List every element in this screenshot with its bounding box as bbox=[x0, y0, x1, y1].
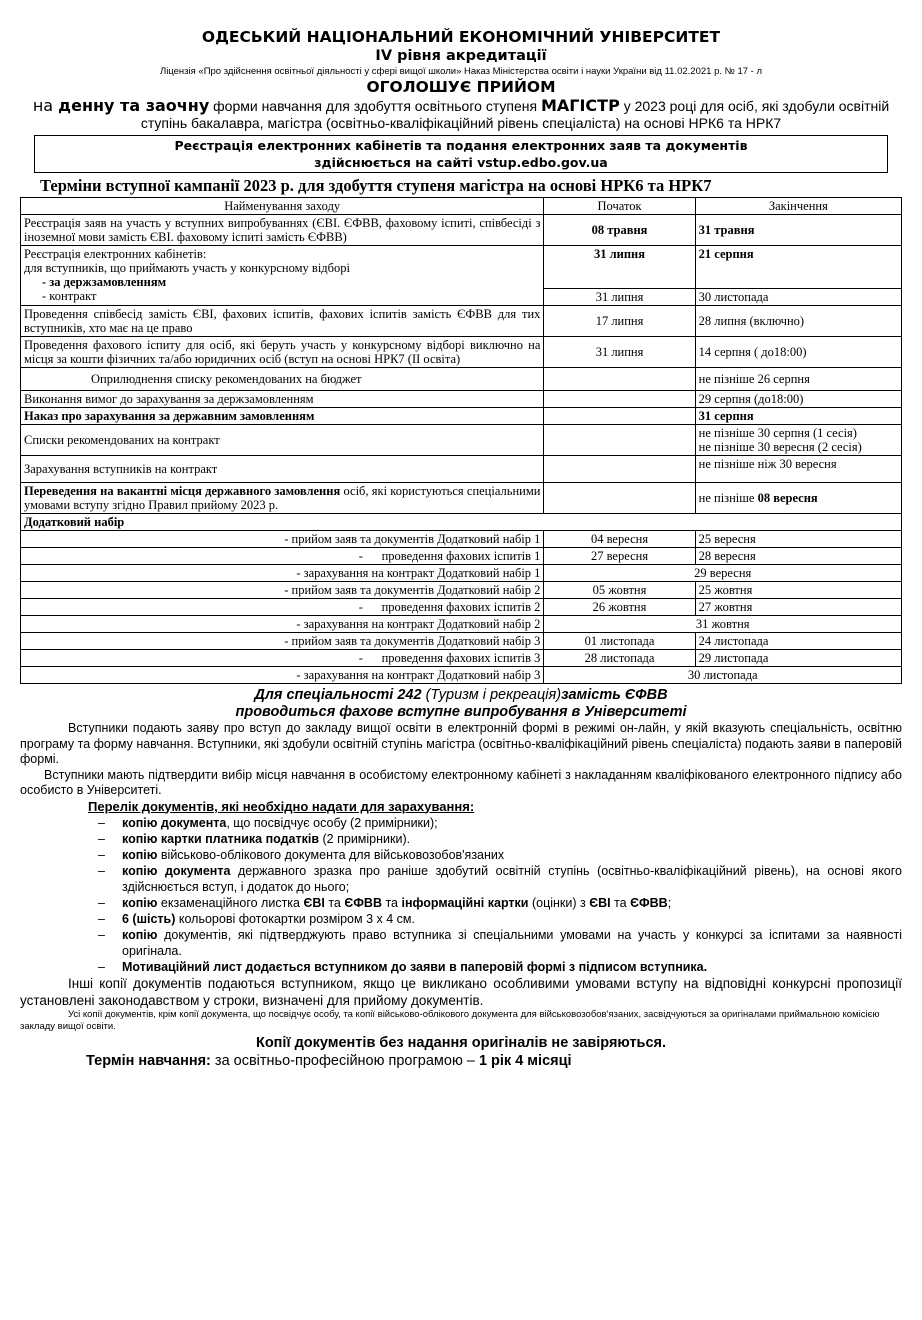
event-name: - зарахування на контракт Додатковий набір 2 bbox=[21, 616, 544, 633]
start-date: 31 липня bbox=[544, 246, 695, 289]
event-name: - зарахування на контракт Додатковий набір 3 bbox=[21, 667, 544, 684]
event-name: - прийом заяв та документів Додатковий набір 2 bbox=[21, 582, 544, 599]
table-row bbox=[21, 215, 902, 246]
end-date: 28 липня (включно) bbox=[695, 306, 901, 337]
table-row bbox=[21, 483, 902, 514]
table-row bbox=[21, 337, 902, 368]
paragraph-confirmation: Вступники мають підтвердити вибір місця навчання в особистому електронному кабінеті з накладанням кваліфікованого електронного підпису або особисто в Університеті. bbox=[20, 767, 902, 797]
start-date: 27 вересня bbox=[544, 548, 695, 565]
end-date-line: не пізніше 30 вересня (2 сесія) bbox=[698, 440, 862, 454]
intro-part: у 2023 році для осіб, які здобули освітній ступінь бакалавра, магістра (освітньо-кваліфікаційний рівень спеціаліста) на основі НРК6 та НРК7 bbox=[140, 98, 890, 131]
list-item bbox=[98, 927, 902, 959]
specialty-note bbox=[20, 687, 902, 721]
announcement-page bbox=[20, 28, 902, 1070]
list-item bbox=[98, 847, 902, 863]
item-bold: копію картки платника податків bbox=[122, 831, 320, 846]
start-date: 26 жовтня bbox=[544, 599, 695, 616]
enroll-date: 29 вересня bbox=[544, 565, 902, 582]
study-term-value: 1 рік 4 місяці bbox=[478, 1052, 572, 1069]
event-name: - зарахування на контракт Додатковий набір 1 bbox=[21, 565, 544, 582]
table-row bbox=[21, 565, 902, 582]
table-row bbox=[21, 531, 902, 548]
start-date bbox=[544, 514, 695, 531]
enroll-date: 31 жовтня bbox=[544, 616, 902, 633]
item-bold: копію документа bbox=[122, 815, 227, 830]
table-row bbox=[21, 514, 902, 531]
item-text: кольорові фотокартки розміром 3 х 4 см. bbox=[175, 911, 415, 926]
end-date: 29 листопада bbox=[695, 650, 901, 667]
start-date: 01 листопада bbox=[544, 633, 695, 650]
event-name-line: Реєстрація електронних кабінетів: bbox=[24, 247, 207, 261]
license-line: Ліцензія «Про здійснення освітньої діяльності у сфері вищої школи» Наказ Міністерства освіти і науки України від 11.02.2021 р. № 17 - л bbox=[159, 66, 763, 77]
event-name-bold: Переведення на вакантні місця державного замовлення bbox=[24, 484, 341, 498]
announce-heading: ОГОЛОШУЄ ПРИЙОМ bbox=[366, 78, 556, 96]
item-text: та bbox=[324, 895, 345, 910]
event-name: Оприлюднення списку рекомендованих на бюджет bbox=[21, 368, 544, 391]
list-item bbox=[98, 815, 902, 831]
event-name: Виконання вимог до зарахування за держзамовленням bbox=[21, 391, 544, 408]
start-date bbox=[544, 483, 695, 514]
end-date-bold: 08 вересня bbox=[757, 491, 818, 505]
item-text: , що посвідчує особу (2 примірники); bbox=[226, 815, 438, 830]
intro-text bbox=[20, 97, 902, 132]
end-date: 30 листопада bbox=[695, 289, 901, 306]
end-date: 28 вересня bbox=[695, 548, 901, 565]
list-item bbox=[98, 911, 902, 927]
enroll-date: 30 листопада bbox=[544, 667, 902, 684]
item-bold: копію bbox=[122, 895, 158, 910]
table-row bbox=[21, 425, 902, 456]
start-date: 28 листопада bbox=[544, 650, 695, 667]
start-date: 31 липня bbox=[544, 337, 695, 368]
event-name-line: для вступників, що приймають участь у конкурсному відборі bbox=[24, 261, 350, 275]
degree-name: МАГІСТР bbox=[540, 96, 620, 115]
item-bold: ЄФВВ bbox=[630, 895, 668, 910]
terms-title: Терміни вступної кампанії 2023 р. для здобуття ступеня магістра на основі НРК6 та НРК7 bbox=[40, 176, 712, 195]
registration-box bbox=[34, 135, 888, 173]
end-date: 31 серпня bbox=[695, 408, 901, 425]
header-cell: Початок bbox=[544, 198, 695, 215]
item-text: державного зразка про раніше здобутий освітній ступінь (освітньо-кваліфікаційний рівень), на основі якого здійснюється вступ, і додаток до нього; bbox=[122, 863, 902, 894]
specialty-note-part: Для спеціальності 242 bbox=[254, 687, 422, 703]
end-date-line: не пізніше 30 серпня (1 сесія) bbox=[698, 426, 857, 440]
event-name: Проведення фахового іспиту для осіб, які беруть участь у конкурсному відборі виключно на місця за кошти фізичних та/або юридичних осіб (вступ на основі НРК7 (ІІ освіта) bbox=[21, 337, 544, 368]
event-name: - проведення фахових іспитів 2 bbox=[21, 599, 544, 616]
end-date: 24 листопада bbox=[695, 633, 901, 650]
table-row bbox=[21, 408, 902, 425]
specialty-name: (Туризм і рекреація) bbox=[421, 687, 562, 703]
registration-line: Реєстрація електронних кабінетів та подання електронних заяв та документів bbox=[174, 138, 748, 153]
small-note: Усі копії документів, крім копії документа, що посвідчує особу, та копії військово-облікового документа для військовозобов'язаних, засвідчуються за оригіналами приймальною комісією закладу вищої освіти. bbox=[20, 1008, 880, 1032]
start-date: 31 липня bbox=[544, 289, 695, 306]
end-date bbox=[695, 483, 901, 514]
event-name bbox=[21, 483, 544, 514]
specialty-note-part: замість ЄФВВ bbox=[561, 687, 668, 703]
event-name: Проведення співбесід замість ЄВІ, фахових іспитів, фахових іспитів замість ЄФВВ для тих вступників, хто має на це право bbox=[21, 306, 544, 337]
item-text: документів, які підтверджують право вступника зі спеціальними умовами на участь у конкурсі за іспитами за наявності оригінала. bbox=[122, 927, 902, 958]
start-date: 05 жовтня bbox=[544, 582, 695, 599]
table-row bbox=[21, 633, 902, 650]
item-bold: ЄВІ bbox=[589, 895, 611, 910]
item-text: (2 примірники). bbox=[319, 831, 411, 846]
event-name: - проведення фахових іспитів 1 bbox=[21, 548, 544, 565]
list-item bbox=[98, 863, 902, 895]
end-date: 29 серпня (до18:00) bbox=[695, 391, 901, 408]
table-row bbox=[21, 306, 902, 337]
study-term-label: Термін навчання: bbox=[86, 1052, 211, 1069]
copies-note: Копії документів без надання оригіналів не завіряються. bbox=[255, 1034, 667, 1051]
event-name-line: - контракт bbox=[42, 289, 97, 303]
table-row bbox=[21, 456, 902, 483]
study-forms: денну та заочну bbox=[58, 96, 210, 115]
item-bold: копію bbox=[122, 927, 158, 942]
event-name-rest: осіб, які користуються спеціальними умовами вступу згідно Правил прийому 2023 р. bbox=[24, 484, 541, 512]
schedule-table bbox=[20, 197, 902, 684]
item-bold: інформаційні картки bbox=[401, 895, 529, 910]
event-name: Наказ про зарахування за державним замовленням bbox=[21, 408, 544, 425]
table-row bbox=[21, 246, 902, 289]
item-bold: Мотиваційний лист додається вступником до заяви в паперовій формі з підписом вступника. bbox=[122, 959, 708, 974]
item-bold: копію документа bbox=[122, 863, 231, 878]
table-row bbox=[21, 368, 902, 391]
study-term bbox=[86, 1052, 902, 1070]
specialty-note-part: проводиться фахове вступне випробування в Університеті bbox=[235, 704, 687, 720]
documents-list bbox=[20, 815, 902, 975]
end-date: 14 серпня ( до18:00) bbox=[695, 337, 901, 368]
event-name: Реєстрація заяв на участь у вступних випробуваннях (ЄВІ. ЄФВВ, фаховому іспиті, співбесіді з іноземної мови замість ЄВІ. фаховому іспиті замість ЄФВВ) bbox=[21, 215, 544, 246]
intro-part: на bbox=[32, 96, 59, 115]
item-text: ; bbox=[667, 895, 672, 910]
event-name bbox=[21, 246, 544, 306]
event-name-line: - за держзамовленням bbox=[42, 275, 167, 289]
header-cell: Найменування заходу bbox=[21, 198, 544, 215]
list-item bbox=[98, 831, 902, 847]
table-row bbox=[21, 616, 902, 633]
university-name: ОДЕСЬКИЙ НАЦІОНАЛЬНИЙ ЕКОНОМІЧНИЙ УНІВЕРСИТЕТ bbox=[201, 28, 721, 46]
start-date: 04 вересня bbox=[544, 531, 695, 548]
list-item bbox=[98, 895, 902, 911]
table-row bbox=[21, 650, 902, 667]
event-name: Списки рекомендованих на контракт bbox=[21, 425, 544, 456]
study-term-text: за освітньо-професійною програмою – bbox=[210, 1052, 479, 1069]
event-name: - прийом заяв та документів Додатковий набір 3 bbox=[21, 633, 544, 650]
end-date: 25 жовтня bbox=[695, 582, 901, 599]
start-date bbox=[544, 425, 695, 456]
list-item bbox=[98, 959, 902, 975]
accreditation-level: IV рівня акредитації bbox=[375, 48, 547, 64]
event-name: - прийом заяв та документів Додатковий набір 1 bbox=[21, 531, 544, 548]
event-name: - проведення фахових іспитів 3 bbox=[21, 650, 544, 667]
start-date: 17 липня bbox=[544, 306, 695, 337]
item-bold: ЄВІ bbox=[303, 895, 325, 910]
extra-set-heading: Додатковий набір bbox=[21, 514, 544, 531]
end-date: 27 жовтня bbox=[695, 599, 901, 616]
table-row bbox=[21, 667, 902, 684]
table-row bbox=[21, 548, 902, 565]
start-date bbox=[544, 456, 695, 483]
end-date-prefix: не пізніше bbox=[698, 491, 758, 505]
end-date bbox=[695, 514, 901, 531]
paragraph-other-copies: Інші копії документів подаються вступником, якщо це викликано особливими умовами вступу на відповідні конкурсні пропозиції установлені законодавством у строки, визначені для прийому документів. bbox=[20, 975, 902, 1008]
end-date: 25 вересня bbox=[695, 531, 901, 548]
end-date: 31 травня bbox=[695, 215, 901, 246]
start-date bbox=[544, 368, 695, 391]
table-header-row bbox=[21, 198, 902, 215]
documents-title: Перелік документів, які необхідно надати для зарахування: bbox=[88, 798, 475, 814]
end-date: 21 серпня bbox=[695, 246, 901, 289]
intro-part: форми навчання для здобуття освітнього ступеня bbox=[209, 98, 541, 114]
start-date: 08 травня bbox=[544, 215, 695, 246]
item-bold: 6 (шість) bbox=[122, 911, 176, 926]
item-text: та bbox=[381, 895, 402, 910]
event-name: Зарахування вступників на контракт bbox=[21, 456, 544, 483]
item-text: та bbox=[610, 895, 631, 910]
item-text: (оцінки) з bbox=[528, 895, 590, 910]
item-bold: копію bbox=[122, 847, 158, 862]
end-date: не пізніше ніж 30 вересня bbox=[695, 456, 901, 483]
item-bold: ЄФВВ bbox=[344, 895, 382, 910]
end-date bbox=[695, 425, 901, 456]
start-date bbox=[544, 408, 695, 425]
table-row bbox=[21, 391, 902, 408]
item-text: військово-облікового документа для військовозобов'язаних bbox=[157, 847, 505, 862]
paragraph-application: Вступники подають заяву про вступ до закладу вищої освіти в електронній формі в режимі он-лайн, у якій вказують спеціальність, освітню програму та форму навчання. Вступники, які здобули освітній ступінь магістра (освітньо-кваліфікаційний рівень спеціаліста) подають заяви в паперовій формі. bbox=[20, 721, 902, 766]
table-row bbox=[21, 582, 902, 599]
start-date bbox=[544, 391, 695, 408]
registration-site-line: здійснюється на сайті vstup.edbo.gov.ua bbox=[314, 155, 608, 170]
item-text: екзаменаційного листка bbox=[157, 895, 304, 910]
table-row bbox=[21, 599, 902, 616]
header-cell: Закінчення bbox=[695, 198, 901, 215]
end-date: не пізніше 26 серпня bbox=[695, 368, 901, 391]
